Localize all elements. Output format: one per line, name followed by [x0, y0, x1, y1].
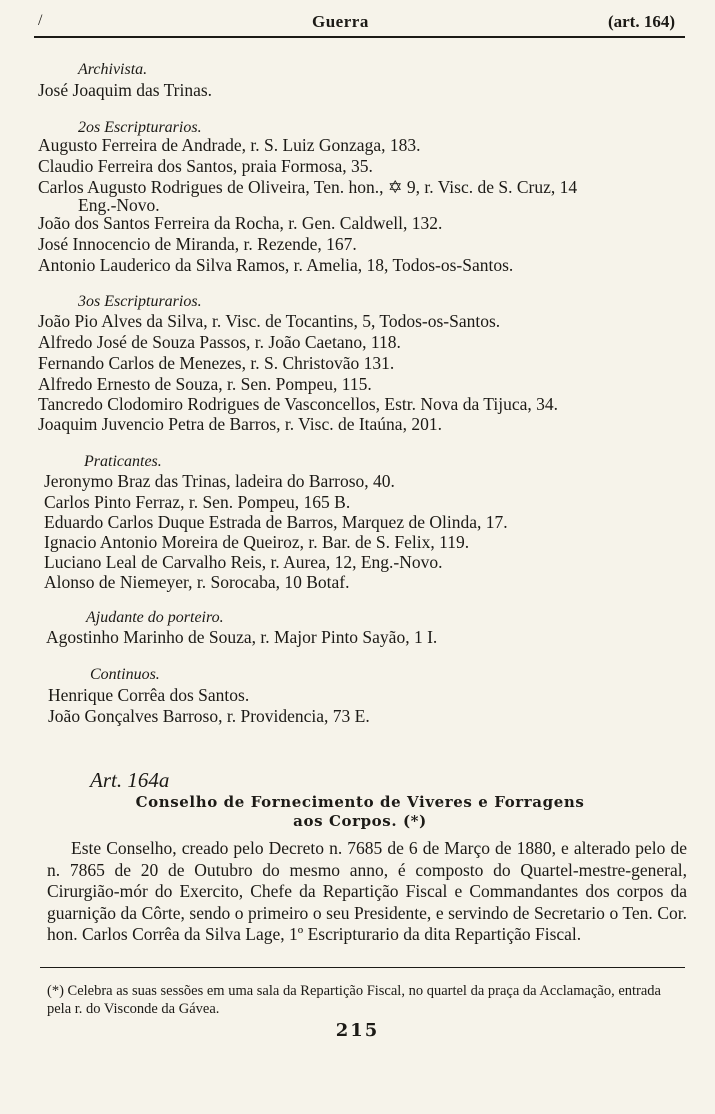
group-heading-ajudante-do-porteiro: Ajudante do porteiro.: [86, 609, 224, 626]
list-item: Agostinho Marinho de Souza, r. Major Pinto Sayão, 1 I.: [46, 627, 438, 647]
list-item: Alfredo Ernesto de Souza, r. Sen. Pompeu, 115.: [38, 374, 372, 394]
list-item: Luciano Leal de Carvalho Reis, r. Aurea, 12, Eng.-Novo.: [44, 552, 443, 572]
list-item: José Joaquim das Trinas.: [38, 80, 213, 100]
list-item-continuation: Eng.-Novo.: [78, 195, 160, 215]
article-paragraph: [47, 838, 687, 946]
group-heading-archivista: Archivista.: [78, 61, 148, 78]
list-item: João dos Santos Ferreira da Rocha, r. Gen. Caldwell, 132.: [38, 213, 443, 233]
group-heading-3os-escripturarios: 3os Escripturarios.: [78, 293, 202, 310]
article-title: Conselho de Fornecimento de Viveres e Forragens: [135, 793, 585, 811]
list-item: Tancredo Clodomiro Rodrigues de Vasconcellos, Estr. Nova da Tijuca, 34.: [38, 394, 558, 414]
header-section: Guerra: [312, 12, 369, 31]
group-heading-praticantes: Praticantes.: [84, 453, 162, 470]
article-title-continuation: aos Corpos. (*): [293, 812, 427, 830]
page-number: 215: [335, 1020, 380, 1041]
list-item: Joaquim Juvencio Petra de Barros, r. Visc. de Itaúna, 201.: [38, 414, 442, 434]
article-paragraph-text: Este Conselho, creado pelo Decreto n. 7685 de 6 de Março de 1880, e alterado pelo de n. 7865 de 20 de Outubro do mesmo anno, é composto do Quartel-mestre-general, Cirurgião-mór do Exercito, Chefe da Repartição Fiscal e Commandantes dos corpos da guarnição da Côrte, sendo o primeiro o seu Presidente, e servindo de Secretario o Ten. Cor. hon. Carlos Corrêa da Silva Lage, 1º Escripturario da dita Repartição Fiscal.: [47, 838, 687, 944]
article-number: Art. 164a: [90, 768, 170, 792]
list-item: Alonso de Niemeyer, r. Sorocaba, 10 Botaf.: [44, 572, 350, 592]
list-item: José Innocencio de Miranda, r. Rezende, 167.: [38, 234, 357, 254]
list-item: Henrique Corrêa dos Santos.: [48, 685, 250, 705]
group-heading-2os-escripturarios: 2os Escripturarios.: [78, 119, 202, 136]
list-item: Eduardo Carlos Duque Estrada de Barros, Marquez de Olinda, 17.: [44, 512, 508, 532]
list-item: Alfredo José de Souza Passos, r. João Caetano, 118.: [38, 332, 401, 352]
footnote: (*) Celebra as suas sessões em uma sala da Repartição Fiscal, no quartel da praça da Acclamação, entrada pela r. do Visconde da Gávea.: [47, 983, 661, 1017]
footnote-divider: [40, 967, 685, 968]
header-mark: /: [38, 12, 43, 29]
running-header: [34, 10, 685, 38]
list-item: Claudio Ferreira dos Santos, praia Formosa, 35.: [38, 156, 373, 176]
list-item: Antonio Lauderico da Silva Ramos, r. Amelia, 18, Todos-os-Santos.: [38, 255, 514, 275]
list-item: Fernando Carlos de Menezes, r. S. Christovão 131.: [38, 353, 395, 373]
list-item: Ignacio Antonio Moreira de Queiroz, r. Bar. de S. Felix, 119.: [44, 532, 470, 552]
list-item: Carlos Augusto Rodrigues de Oliveira, Ten. hon., ✡ 9, r. Visc. de S. Cruz, 14: [38, 177, 578, 197]
list-item: João Pio Alves da Silva, r. Visc. de Tocantins, 5, Todos-os-Santos.: [38, 311, 501, 331]
list-item: Augusto Ferreira de Andrade, r. S. Luiz Gonzaga, 183.: [38, 135, 421, 155]
list-item: Jeronymo Braz das Trinas, ladeira do Barroso, 40.: [44, 471, 395, 491]
header-article: (art. 164): [607, 12, 675, 31]
list-item: João Gonçalves Barroso, r. Providencia, 73 E.: [48, 706, 370, 726]
list-item: Carlos Pinto Ferraz, r. Sen. Pompeu, 165 B.: [44, 492, 351, 512]
group-heading-continuos: Continuos.: [90, 666, 160, 683]
